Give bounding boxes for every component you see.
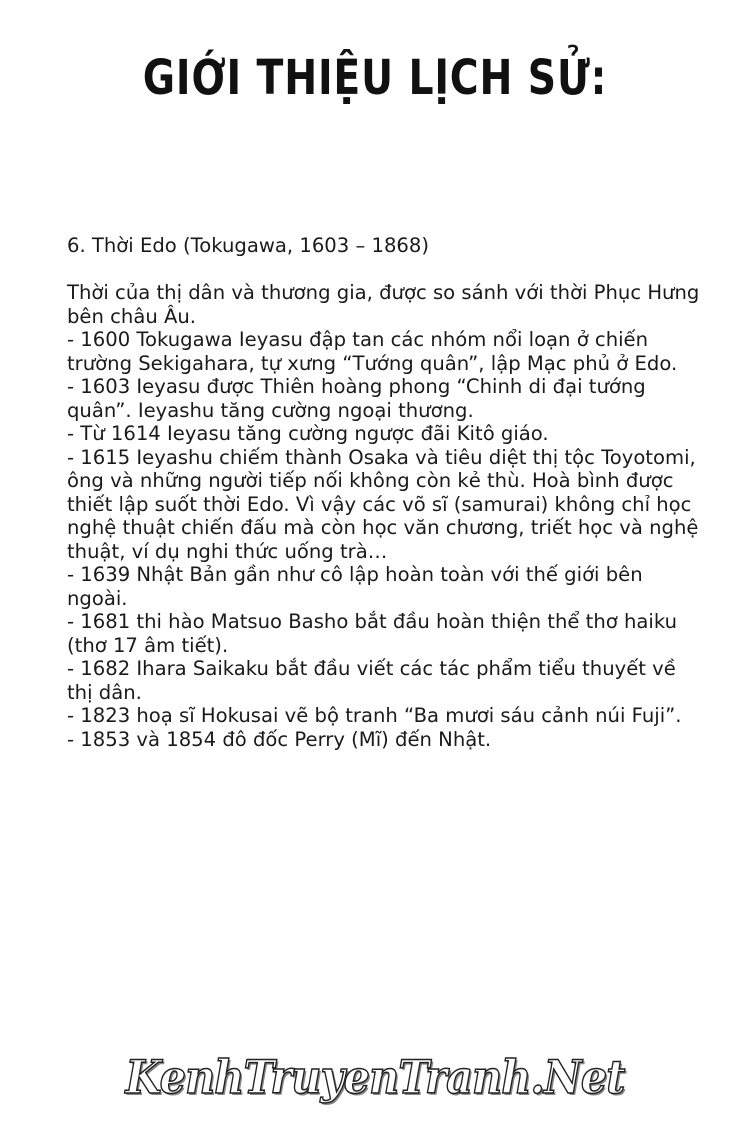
text-line: thiết lập suốt thời Edo. Vì vậy các võ sĩ (samurai) không chỉ học (67, 492, 692, 516)
text-line: (thơ 17 âm tiết). (67, 633, 229, 657)
text-line: - Từ 1614 Ieyasu tăng cường ngược đãi Kitô giáo. (67, 422, 549, 445)
text-line: trường Sekigahara, tự xưng “Tướng quân”, lập Mạc phủ ở Edo. (67, 351, 678, 375)
text-line: - 1853 và 1854 đô đốc Perry (Mĩ) đến Nhật. (67, 727, 492, 751)
history-text-block (67, 234, 727, 751)
text-line: quân”. Ieyashu tăng cường ngoại thương. (67, 398, 474, 422)
text-line: - 1600 Tokugawa Ieyasu đập tan các nhóm nổi loạn ở chiến (67, 328, 649, 351)
text-line: - 1682 Ihara Saikaku bắt đầu viết các tác phẩm tiểu thuyết về (67, 657, 676, 680)
text-line: nghệ thuật chiến đấu mà còn học văn chương, triết học và nghệ (67, 516, 699, 539)
text-line: - 1639 Nhật Bản gần như cô lập hoàn toàn với thế giới bên (67, 563, 643, 586)
text-line: bên châu Âu. (67, 304, 197, 328)
text-line: - 1603 Ieyasu được Thiên hoàng phong “Chinh di đại tướng (67, 375, 646, 398)
text-line: thuật, ví dụ nghi thức uống trà… (67, 539, 388, 563)
text-line: ông và những người tiếp nối không còn kẻ thù. Hoà bình được (67, 469, 674, 492)
page-title: GIỚI THIỆU LỊCH SỬ: (142, 50, 608, 106)
text-line: thị dân. (67, 680, 142, 704)
text-line: Thời của thị dân và thương gia, được so sánh với thời Phục Hưng (67, 281, 700, 304)
text-line: ngoài. (67, 586, 128, 610)
text-line: - 1681 thi hào Matsuo Basho bắt đầu hoàn thiện thể thơ haiku (67, 610, 678, 633)
section-heading: 6. Thời Edo (Tokugawa, 1603 – 1868) (67, 234, 429, 257)
text-line: - 1823 hoạ sĩ Hokusai vẽ bộ tranh “Ba mươi sáu cảnh núi Fuji”. (67, 704, 682, 727)
text-line: - 1615 Ieyashu chiếm thành Osaka và tiêu diệt thị tộc Toyotomi, (67, 445, 696, 469)
text-lines (67, 281, 727, 751)
watermark-logo: KenhTruyenTranh.Net (125, 1050, 625, 1104)
